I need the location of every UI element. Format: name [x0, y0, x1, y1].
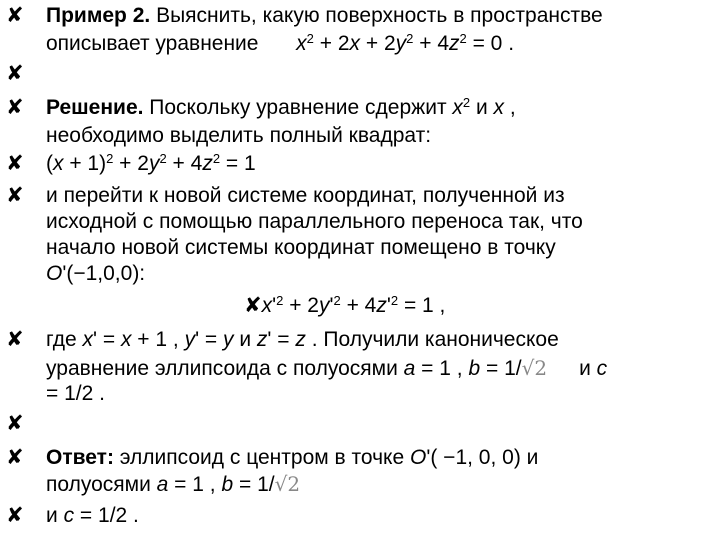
x-bullet-icon: ✘: [6, 184, 24, 207]
sqrt-2: √2: [521, 356, 548, 380]
x-bullet-icon: ✘: [6, 152, 24, 175]
x-bullet-icon: ✘: [6, 446, 24, 469]
x-bullet-icon: ✘: [6, 412, 24, 435]
example-text: Выяснить, какую поверхность в пространстве: [150, 4, 603, 27]
example-label: Пример 2.: [46, 4, 151, 27]
equation-1: $x^2 + 2x + 2y^2 + 4z^2 = 0$ .: [296, 31, 515, 55]
x-bullet-icon: ✘: [6, 96, 24, 119]
x-bullet-icon: ✘: [6, 4, 24, 27]
x-bullet-icon: ✘: [6, 328, 24, 351]
equation-3: $x'^2 + 2y'^2 + 4z'^2 = 1$ ,: [261, 293, 446, 317]
x-bullet-icon: ✘: [6, 62, 24, 85]
slide: ✘ Пример 2. Выяснить, какую поверхность в пространстве описывает уравнение $x^2 + 2x + 2y^2 + 4z^2 = 0$ . ✘ ✘ Решение. Поскольку уравнение сдержит $x^2$ и x , необходимо выделить полный квадрат: ✘ $(x + 1)^2 + 2y^2 + 4z^2 = 1$ ✘ и перейти к новой системе координат, полученной из исходной с помощью параллельного переноса так, что начало новой системы координат помещено в точку O'(−1,0,0): $✘x'^2 + 2y'^2 + 4z'^2 = 1$ , ✘ где x' = x + 1 , y' = y и z' = z . Получили каноническое уравнение эллипсоида с полуосями a = 1 , b = 1/√2 и c = 1/2 . ✘ ✘ Ответ: эллипсоид с центром в точке O'( −1, 0, 0) и полуосями a = 1 , b = 1/√2 ✘ и c = 1/2 .: [6, 4, 608, 527]
example-text-2: описывает уравнение: [46, 32, 259, 55]
x-bullet-icon: ✘: [6, 504, 24, 527]
equation-3-line: [244, 294, 445, 318]
solution-label: Решение.: [46, 96, 144, 119]
sqrt-2: √2: [274, 472, 301, 496]
answer-label: Ответ:: [46, 446, 114, 469]
equation-2: $(x + 1)^2 + 2y^2 + 4z^2 = 1$: [46, 151, 256, 175]
x-bullet-icon: ✘: [244, 294, 262, 317]
